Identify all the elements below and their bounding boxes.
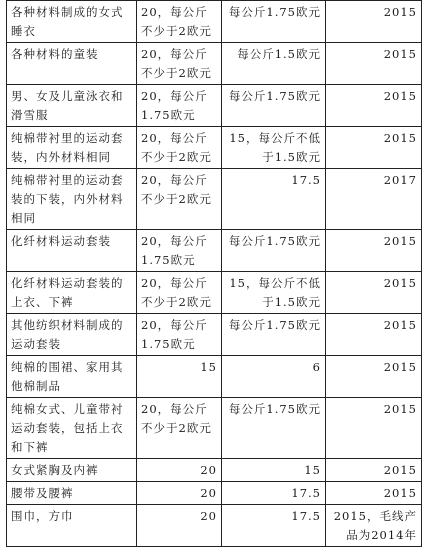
rate-after-cell: 17.5	[222, 169, 326, 230]
year-cell: 2017	[326, 169, 422, 230]
table-row	[7, 398, 422, 459]
tariff-table-body	[7, 1, 422, 547]
rate-after-cell: 每公斤1.75欧元	[222, 398, 326, 459]
rate-before-cell: 20，每公斤1.75欧元	[137, 85, 222, 127]
year-cell: 2015	[326, 272, 422, 314]
year-cell: 2015	[326, 85, 422, 127]
year-cell: 2015	[326, 43, 422, 85]
table-row	[7, 43, 422, 85]
year-cell: 2015	[326, 459, 422, 482]
rate-after-cell: 每公斤1.75欧元	[222, 85, 326, 127]
rate-before-cell: 20，每公斤1.75欧元	[137, 230, 222, 272]
table-row	[7, 169, 422, 230]
table-row	[7, 230, 422, 272]
table-row	[7, 505, 422, 547]
product-cell: 男、女及儿童泳衣和滑雪服	[7, 85, 137, 127]
product-cell: 纯棉带衬里的运动套装，内外材料相同	[7, 127, 137, 169]
rate-before-cell: 20，每公斤不少于2欧元	[137, 127, 222, 169]
table-row	[7, 127, 422, 169]
product-cell: 化纤材料运动套装的上衣、下裤	[7, 272, 137, 314]
product-cell: 腰带及腰裤	[7, 482, 137, 505]
year-cell: 2015	[326, 482, 422, 505]
year-cell: 2015，毛线产品为2014年	[326, 505, 422, 547]
year-cell: 2015	[326, 314, 422, 356]
table-row	[7, 482, 422, 505]
rate-after-cell: 17.5	[222, 482, 326, 505]
tariff-table	[6, 0, 422, 547]
rate-before-cell: 20	[137, 459, 222, 482]
table-row	[7, 459, 422, 482]
rate-after-cell: 6	[222, 356, 326, 398]
rate-after-cell: 每公斤1.5欧元	[222, 43, 326, 85]
product-cell: 纯棉的围裙、家用其他棉制品	[7, 356, 137, 398]
year-cell: 2015	[326, 127, 422, 169]
rate-before-cell: 20，每公斤不少于2欧元	[137, 169, 222, 230]
rate-after-cell: 17.5	[222, 505, 326, 547]
rate-before-cell: 20，每公斤1.75欧元	[137, 314, 222, 356]
table-row	[7, 356, 422, 398]
rate-after-cell: 15，每公斤不低于1.5欧元	[222, 127, 326, 169]
rate-before-cell: 20，每公斤不少于2欧元	[137, 1, 222, 43]
rate-after-cell: 15，每公斤不低于1.5欧元	[222, 272, 326, 314]
year-cell: 2015	[326, 356, 422, 398]
rate-after-cell: 每公斤1.75欧元	[222, 230, 326, 272]
table-row	[7, 272, 422, 314]
table-row	[7, 314, 422, 356]
product-cell: 其他纺织材料制成的运动套装	[7, 314, 137, 356]
rate-after-cell: 15	[222, 459, 326, 482]
table-row	[7, 85, 422, 127]
product-cell: 各种材料的童装	[7, 43, 137, 85]
rate-before-cell: 20，每公斤不少于2欧元	[137, 43, 222, 85]
rate-before-cell: 15	[137, 356, 222, 398]
product-cell: 围巾，方巾	[7, 505, 137, 547]
rate-after-cell: 每公斤1.75欧元	[222, 314, 326, 356]
table-row	[7, 1, 422, 43]
rate-before-cell: 20，每公斤不少于2欧元	[137, 272, 222, 314]
year-cell: 2015	[326, 398, 422, 459]
rate-before-cell: 20	[137, 482, 222, 505]
product-cell: 化纤材料运动套装	[7, 230, 137, 272]
product-cell: 纯棉带衬里的运动套装的下装，内外材料相同	[7, 169, 137, 230]
rate-before-cell: 20，每公斤不少于2欧元	[137, 398, 222, 459]
rate-before-cell: 20	[137, 505, 222, 547]
product-cell: 各种材料制成的女式睡衣	[7, 1, 137, 43]
year-cell: 2015	[326, 1, 422, 43]
rate-after-cell: 每公斤1.75欧元	[222, 1, 326, 43]
year-cell: 2015	[326, 230, 422, 272]
product-cell: 女式紧胸及内裤	[7, 459, 137, 482]
product-cell: 纯棉女式、儿童带衬运动套装，包括上衣和下裤	[7, 398, 137, 459]
